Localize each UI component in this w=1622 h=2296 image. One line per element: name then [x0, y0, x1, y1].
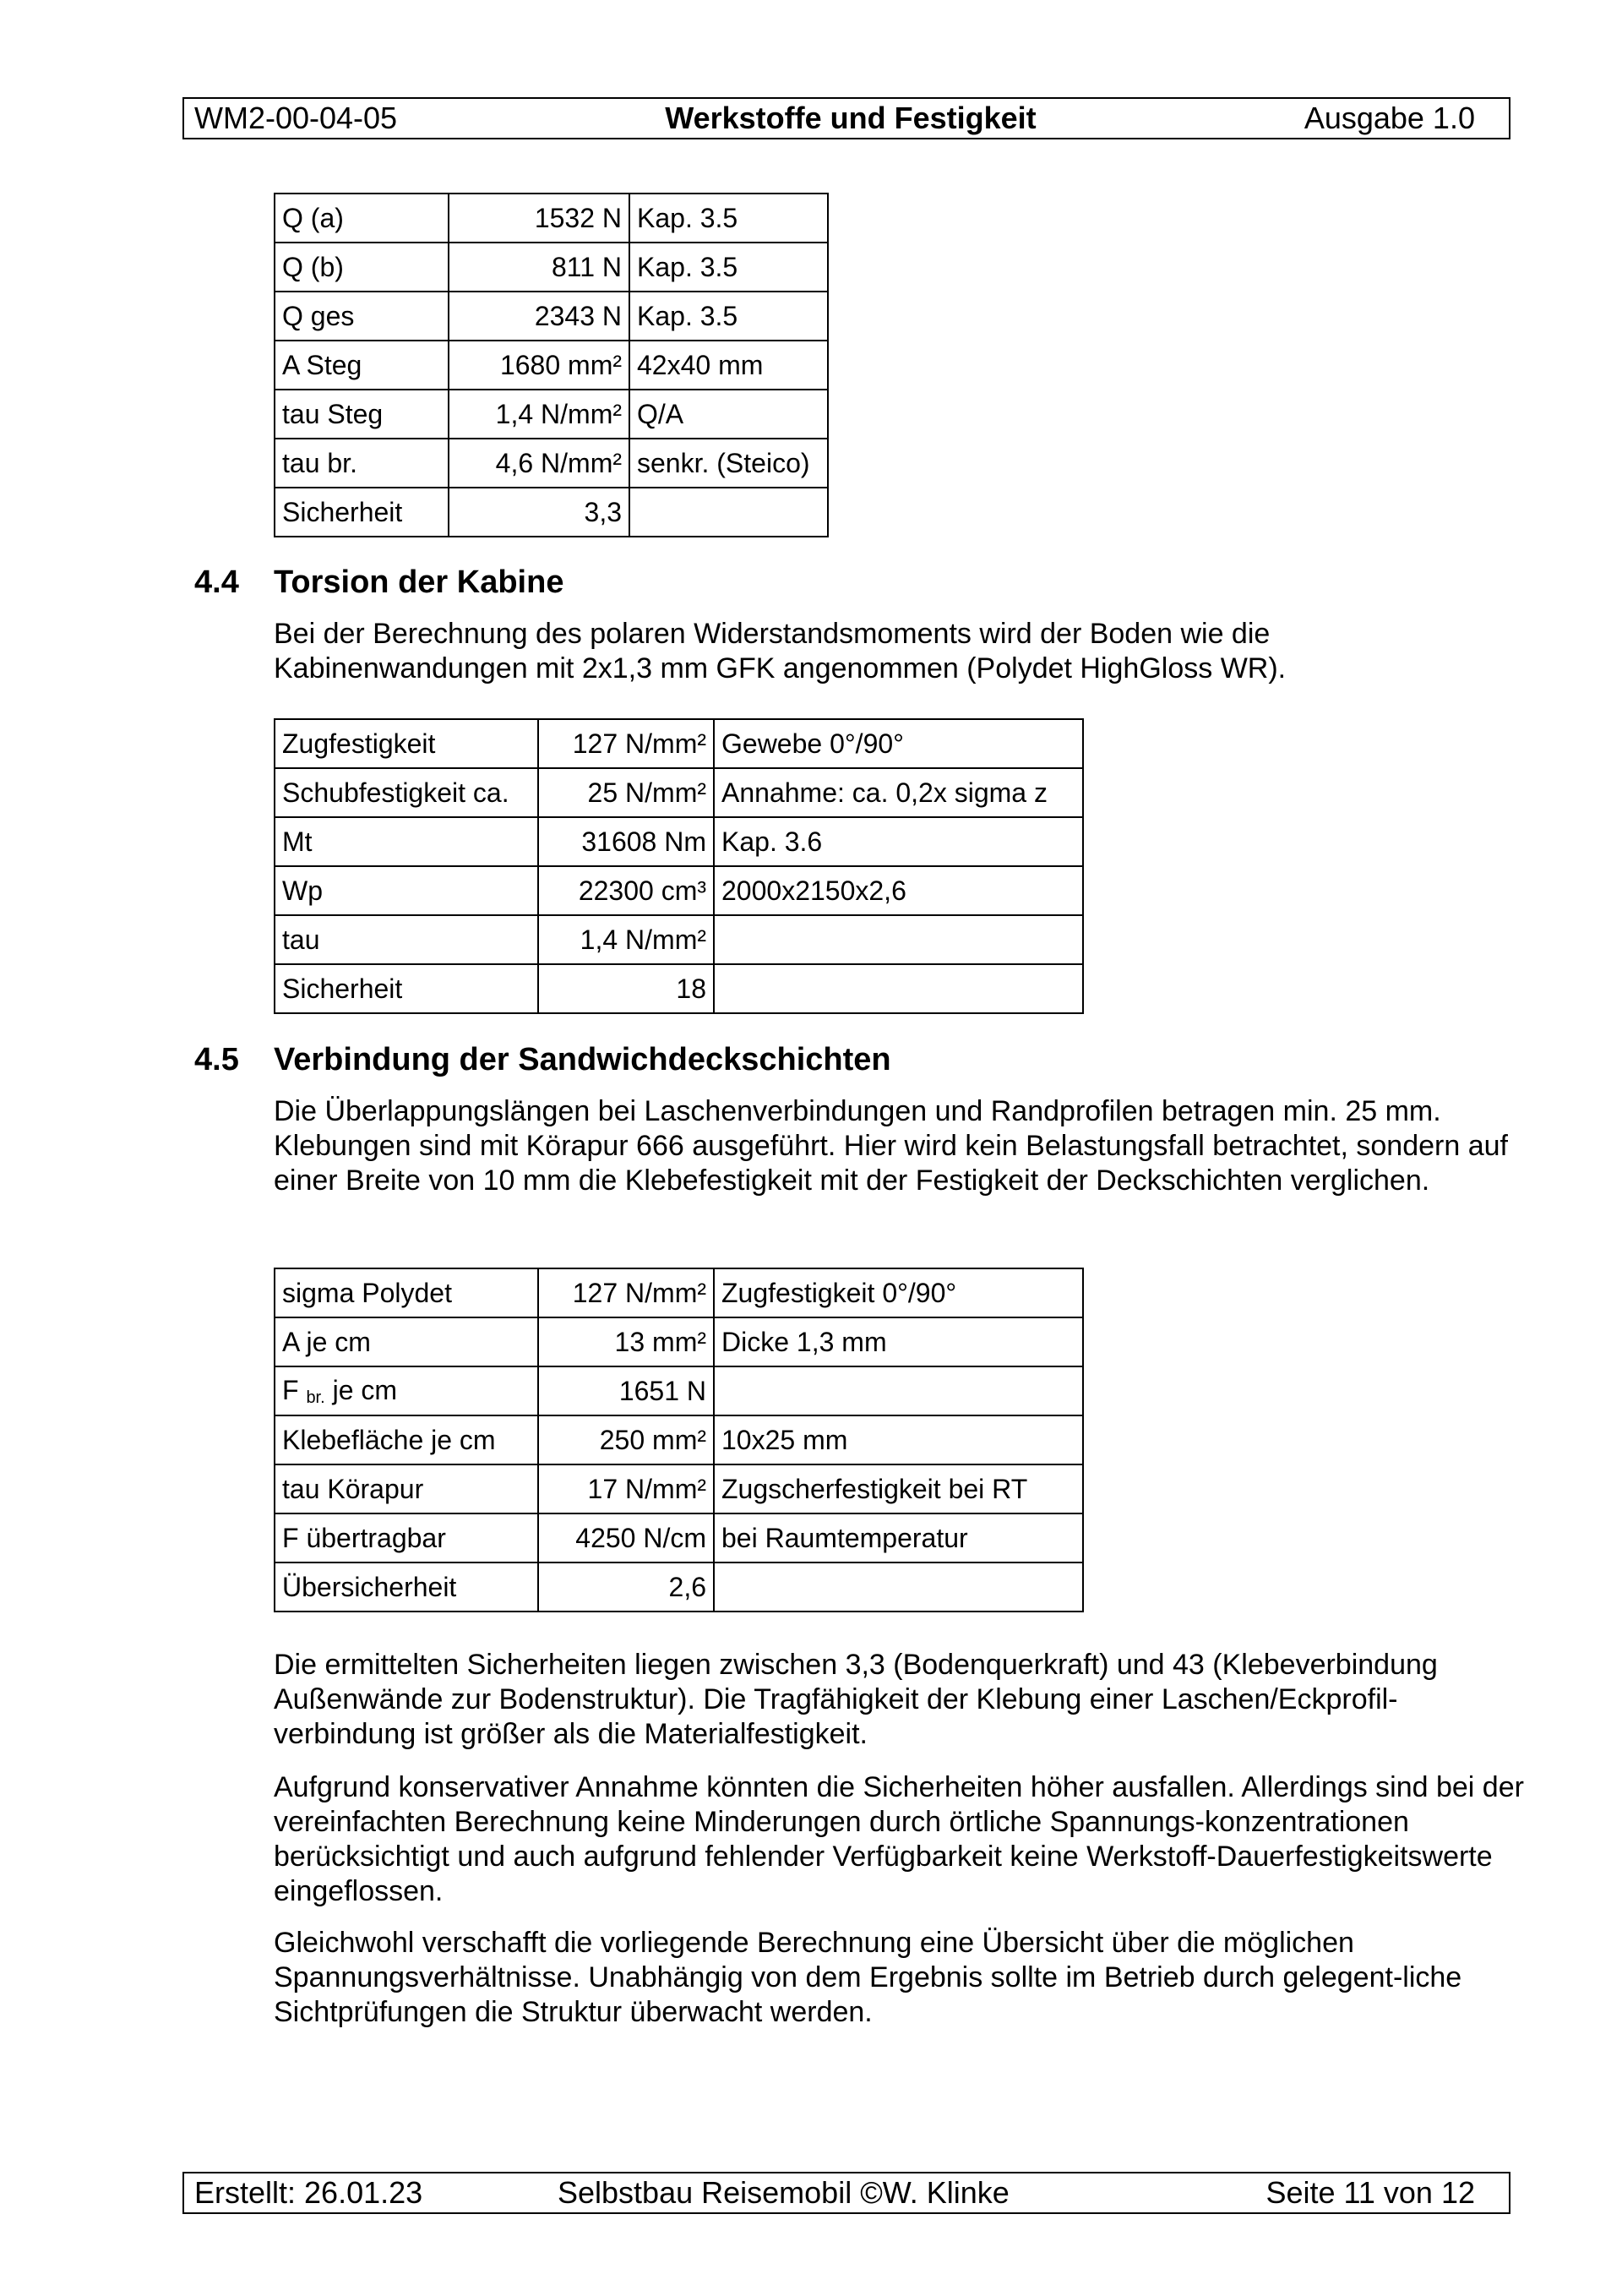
table-row — [275, 390, 828, 439]
table-cell: 10x25 mm — [714, 1415, 1083, 1464]
table-row — [275, 964, 1083, 1013]
doc-edition: Ausgabe 1.0 — [1304, 101, 1475, 135]
table-cell: Q (a) — [275, 194, 449, 243]
table-cell: 18 — [538, 964, 714, 1013]
table-row — [275, 719, 1083, 768]
table-cell: tau — [275, 915, 538, 964]
table-cell: 1680 mm² — [449, 341, 629, 390]
table-row — [275, 866, 1083, 915]
table-cell: A Steg — [275, 341, 449, 390]
table-row — [275, 1268, 1083, 1317]
table-cell: Zugscherfestigkeit bei RT — [714, 1464, 1083, 1513]
table-cell: tau br. — [275, 439, 449, 488]
table-row — [275, 1415, 1083, 1464]
page-header — [182, 97, 1510, 139]
table-cell: 2000x2150x2,6 — [714, 866, 1083, 915]
table-row — [275, 915, 1083, 964]
table-cell: Schubfestigkeit ca. — [275, 768, 538, 817]
section-heading-4-5 — [194, 1042, 891, 1078]
table-cell: Mt — [275, 817, 538, 866]
table-row — [275, 439, 828, 488]
table-cell: Gewebe 0°/90° — [714, 719, 1083, 768]
table-cell: 4,6 N/mm² — [449, 439, 629, 488]
table-cell — [629, 488, 828, 537]
cell-text-suffix: je cm — [324, 1374, 398, 1405]
table-cell: Klebefläche je cm — [275, 1415, 538, 1464]
table-cell: bei Raumtemperatur — [714, 1513, 1083, 1562]
table-cell: tau Körapur — [275, 1464, 538, 1513]
conclusion-paragraph-2: Aufgrund konservativer Annahme könnten die Sicherheiten höher ausfallen. Allerdings sind bei der vereinfachten Berechnung keine Minderungen durch örtliche Spannungs-konzentrationen berücksichtigt und auch aufgrund fehlender Verfügbarkeit keine Werkstoff-Dauerfestigkeitswerte eingeflossen. — [274, 1771, 1524, 1907]
table-row — [275, 1317, 1083, 1366]
section-4-4-text: Bei der Berechnung des polaren Widerstandsmoments wird der Boden wie die Kabinenwandungen mit 2x1,3 mm GFK angenommen (Polydet HighGloss WR). — [274, 618, 1287, 684]
page-number: Seite 11 von 12 — [1265, 2175, 1475, 2210]
table-cell: 31608 Nm — [538, 817, 714, 866]
table-cell: 1532 N — [449, 194, 629, 243]
table-row — [275, 1513, 1083, 1562]
table-cell — [714, 1562, 1083, 1612]
table-cell: Q/A — [629, 390, 828, 439]
table-row — [275, 341, 828, 390]
table-cell: 25 N/mm² — [538, 768, 714, 817]
table-row — [275, 768, 1083, 817]
table-cell: A je cm — [275, 1317, 538, 1366]
table-cell: 127 N/mm² — [538, 1268, 714, 1317]
author-line: Selbstbau Reisemobil ©W. Klinke — [558, 2175, 1010, 2210]
table-cell: Wp — [275, 866, 538, 915]
table-cell: 811 N — [449, 243, 629, 292]
table-cell: F übertragbar — [275, 1513, 538, 1562]
page-footer — [182, 2172, 1510, 2214]
table-cell: 2343 N — [449, 292, 629, 341]
section-number: 4.5 — [194, 1042, 239, 1077]
table-cell: Annahme: ca. 0,2x sigma z — [714, 768, 1083, 817]
table-cell: Q ges — [275, 292, 449, 341]
table-row — [275, 243, 828, 292]
table-row — [275, 292, 828, 341]
conclusion-paragraph-3: Gleichwohl verschafft die vorliegende Berechnung eine Übersicht über die möglichen Spannungsverhältnisse. Unabhängig von dem Ergebnis sollte im Betrieb durch gelegent-liche Sichtprüfungen die Struktur überwacht werden. — [274, 1927, 1462, 2028]
table-row — [275, 1366, 1083, 1415]
table-torsion — [274, 718, 1084, 1014]
section-number: 4.4 — [194, 564, 239, 600]
cell-text: F — [282, 1374, 299, 1405]
table-cell: 4250 N/cm — [538, 1513, 714, 1562]
section-heading-4-4 — [194, 564, 563, 601]
conclusion-paragraph-1: Die ermittelten Sicherheiten liegen zwischen 3,3 (Bodenquerkraft) und 43 (Klebeverbindung Außenwände zur Bodenstruktur). Die Tragfähigkeit der Klebung einer Laschen/Eckprofil-verbindung ist größer als die Materialfestigkeit. — [274, 1649, 1438, 1750]
section-title: Verbindung der Sandwichdeckschichten — [274, 1042, 891, 1077]
table-cell: 3,3 — [449, 488, 629, 537]
table-cell: 17 N/mm² — [538, 1464, 714, 1513]
table-row — [275, 817, 1083, 866]
table-cell — [275, 1366, 538, 1415]
table-cell: Zugfestigkeit — [275, 719, 538, 768]
table-cell: 1,4 N/mm² — [538, 915, 714, 964]
table-cell: Kap. 3.5 — [629, 243, 828, 292]
table-cell: 42x40 mm — [629, 341, 828, 390]
table-row — [275, 194, 828, 243]
table-cell: Sicherheit — [275, 488, 449, 537]
created-date: Erstellt: 26.01.23 — [194, 2175, 423, 2210]
table-cell: Zugfestigkeit 0°/90° — [714, 1268, 1083, 1317]
table-cell: 1651 N — [538, 1366, 714, 1415]
table-cell: Übersicherheit — [275, 1562, 538, 1612]
table-cell: sigma Polydet — [275, 1268, 538, 1317]
table-cell: Q (b) — [275, 243, 449, 292]
table-cell — [714, 1366, 1083, 1415]
table-cell: 22300 cm³ — [538, 866, 714, 915]
table-row — [275, 1464, 1083, 1513]
table-row — [275, 488, 828, 537]
table-cell: senkr. (Steico) — [629, 439, 828, 488]
doc-id: WM2-00-04-05 — [194, 101, 398, 135]
subscript: br. — [306, 1388, 325, 1407]
table-cell: Dicke 1,3 mm — [714, 1317, 1083, 1366]
table-cell: 127 N/mm² — [538, 719, 714, 768]
table-cell: 1,4 N/mm² — [449, 390, 629, 439]
table-cell: Kap. 3.6 — [714, 817, 1083, 866]
doc-title: Werkstoffe und Festigkeit — [665, 101, 1037, 135]
table-cell: 250 mm² — [538, 1415, 714, 1464]
table-cell: 2,6 — [538, 1562, 714, 1612]
table-row — [275, 1562, 1083, 1612]
table-cell — [714, 915, 1083, 964]
table-cell: tau Steg — [275, 390, 449, 439]
table-cell: Kap. 3.5 — [629, 292, 828, 341]
table-cell — [714, 964, 1083, 1013]
table-cell: Kap. 3.5 — [629, 194, 828, 243]
table-cell: Sicherheit — [275, 964, 538, 1013]
table-cell: 13 mm² — [538, 1317, 714, 1366]
table-shear-web — [274, 193, 829, 537]
section-title: Torsion der Kabine — [274, 564, 564, 600]
section-4-5-text: Die Überlappungslängen bei Laschenverbindungen und Randprofilen betragen min. 25 mm. Klebungen sind mit Körapur 666 ausgeführt. Hier wird kein Belastungsfall betrachtet, sondern auf einer Breite von 10 mm die Klebefestigkeit mit der Festigkeit der Deckschichten verglichen. — [274, 1095, 1508, 1197]
table-sandwich-bonding — [274, 1268, 1084, 1612]
